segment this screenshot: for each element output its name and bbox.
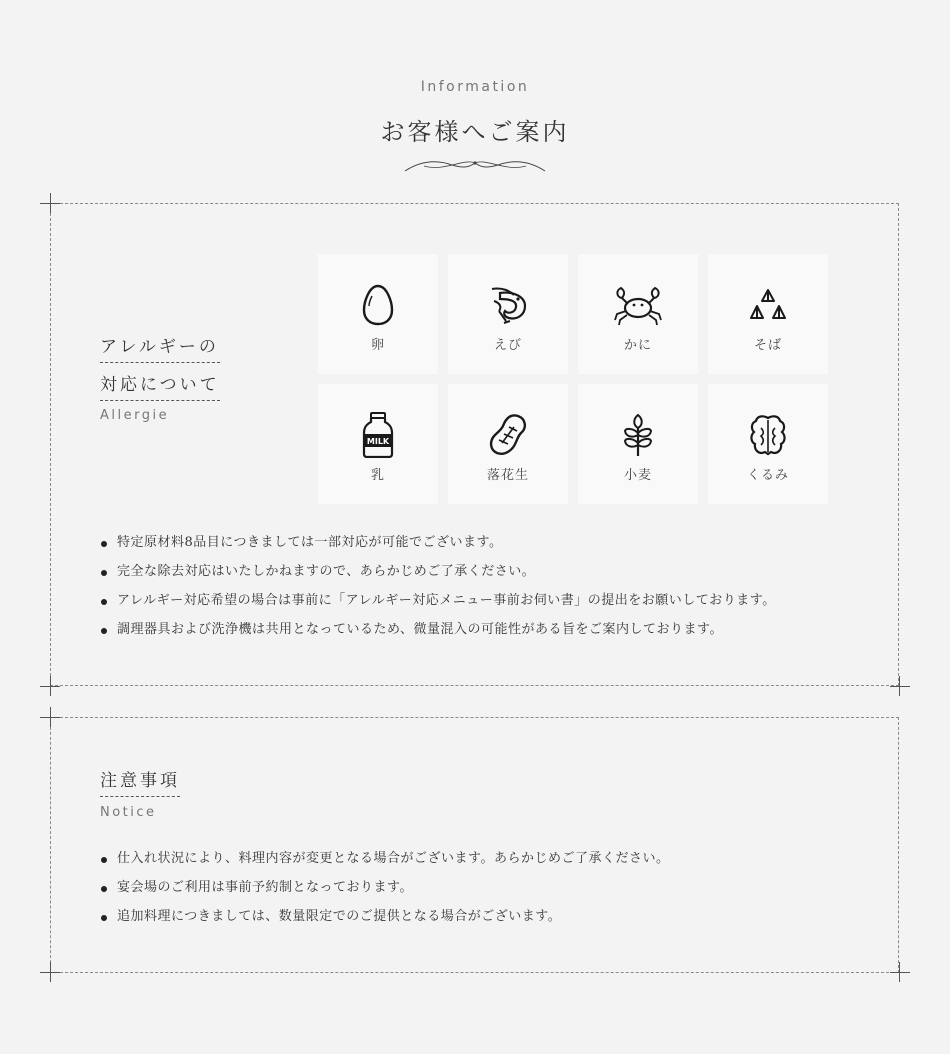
notice-section	[50, 717, 899, 973]
list-item: 完全な除去対応はいたしかねますので、あらかじめご了承ください。	[100, 562, 776, 591]
list-item: 特定原材料8品目につきましては一部対応が可能でございます。	[100, 533, 776, 562]
notice-section-subtitle: Notice	[100, 805, 157, 820]
notice-notes	[100, 849, 669, 936]
peanut-icon	[483, 413, 533, 457]
allergen-label: かに	[623, 338, 652, 353]
list-item: 追加料理につきましては、数量限定でのご提供となる場合がございます。	[100, 907, 669, 936]
milk-icon	[353, 413, 403, 457]
allergen-label: くるみ	[746, 468, 789, 483]
allergen-card-shrimp	[448, 254, 568, 374]
allergen-card-peanut	[448, 384, 568, 504]
section-eyebrow: Information	[420, 79, 530, 95]
allergen-label: えび	[493, 338, 522, 353]
allergy-section	[50, 203, 899, 686]
allergen-card-crab	[578, 254, 698, 374]
allergy-title-line1: アレルギーの	[100, 339, 220, 363]
shrimp-icon	[483, 283, 533, 327]
page-title: お客様へご案内	[380, 118, 570, 146]
list-item: 調理器具および洗浄機は共用となっているため、微量混入の可能性がある旨をご案内しております。	[100, 620, 776, 649]
notice-title-line: 注意事項	[100, 773, 180, 797]
allergy-section-title	[100, 339, 220, 415]
allergen-card-walnut	[708, 384, 828, 504]
allergen-card-egg	[318, 254, 438, 374]
buckwheat-icon	[743, 283, 793, 327]
egg-icon	[353, 283, 403, 327]
allergen-card-milk	[318, 384, 438, 504]
allergy-title-line2: 対応について	[100, 377, 220, 401]
list-item: 仕入れ状況により、料理内容が変更となる場合がございます。あらかじめご了承ください。	[100, 849, 669, 878]
allergen-grid	[318, 254, 828, 504]
allergen-card-buckwheat	[708, 254, 828, 374]
ornament-divider	[404, 156, 546, 178]
wheat-icon	[613, 413, 663, 457]
allergen-label: 落花生	[486, 468, 529, 483]
crab-icon	[613, 283, 663, 327]
allergen-label: 乳	[370, 468, 385, 483]
allergen-label: 卵	[370, 338, 385, 353]
list-item: 宴会場のご利用は事前予約制となっております。	[100, 878, 669, 907]
svg-text:MILK: MILK	[366, 437, 390, 446]
allergy-notes	[100, 533, 776, 649]
allergen-label: そば	[753, 338, 782, 353]
walnut-icon	[743, 413, 793, 457]
allergen-label: 小麦	[623, 468, 652, 483]
list-item: アレルギー対応希望の場合は事前に「アレルギー対応メニュー事前お伺い書」の提出をお願いしております。	[100, 591, 776, 620]
allergy-section-subtitle: Allergie	[100, 408, 170, 423]
allergen-card-wheat	[578, 384, 698, 504]
